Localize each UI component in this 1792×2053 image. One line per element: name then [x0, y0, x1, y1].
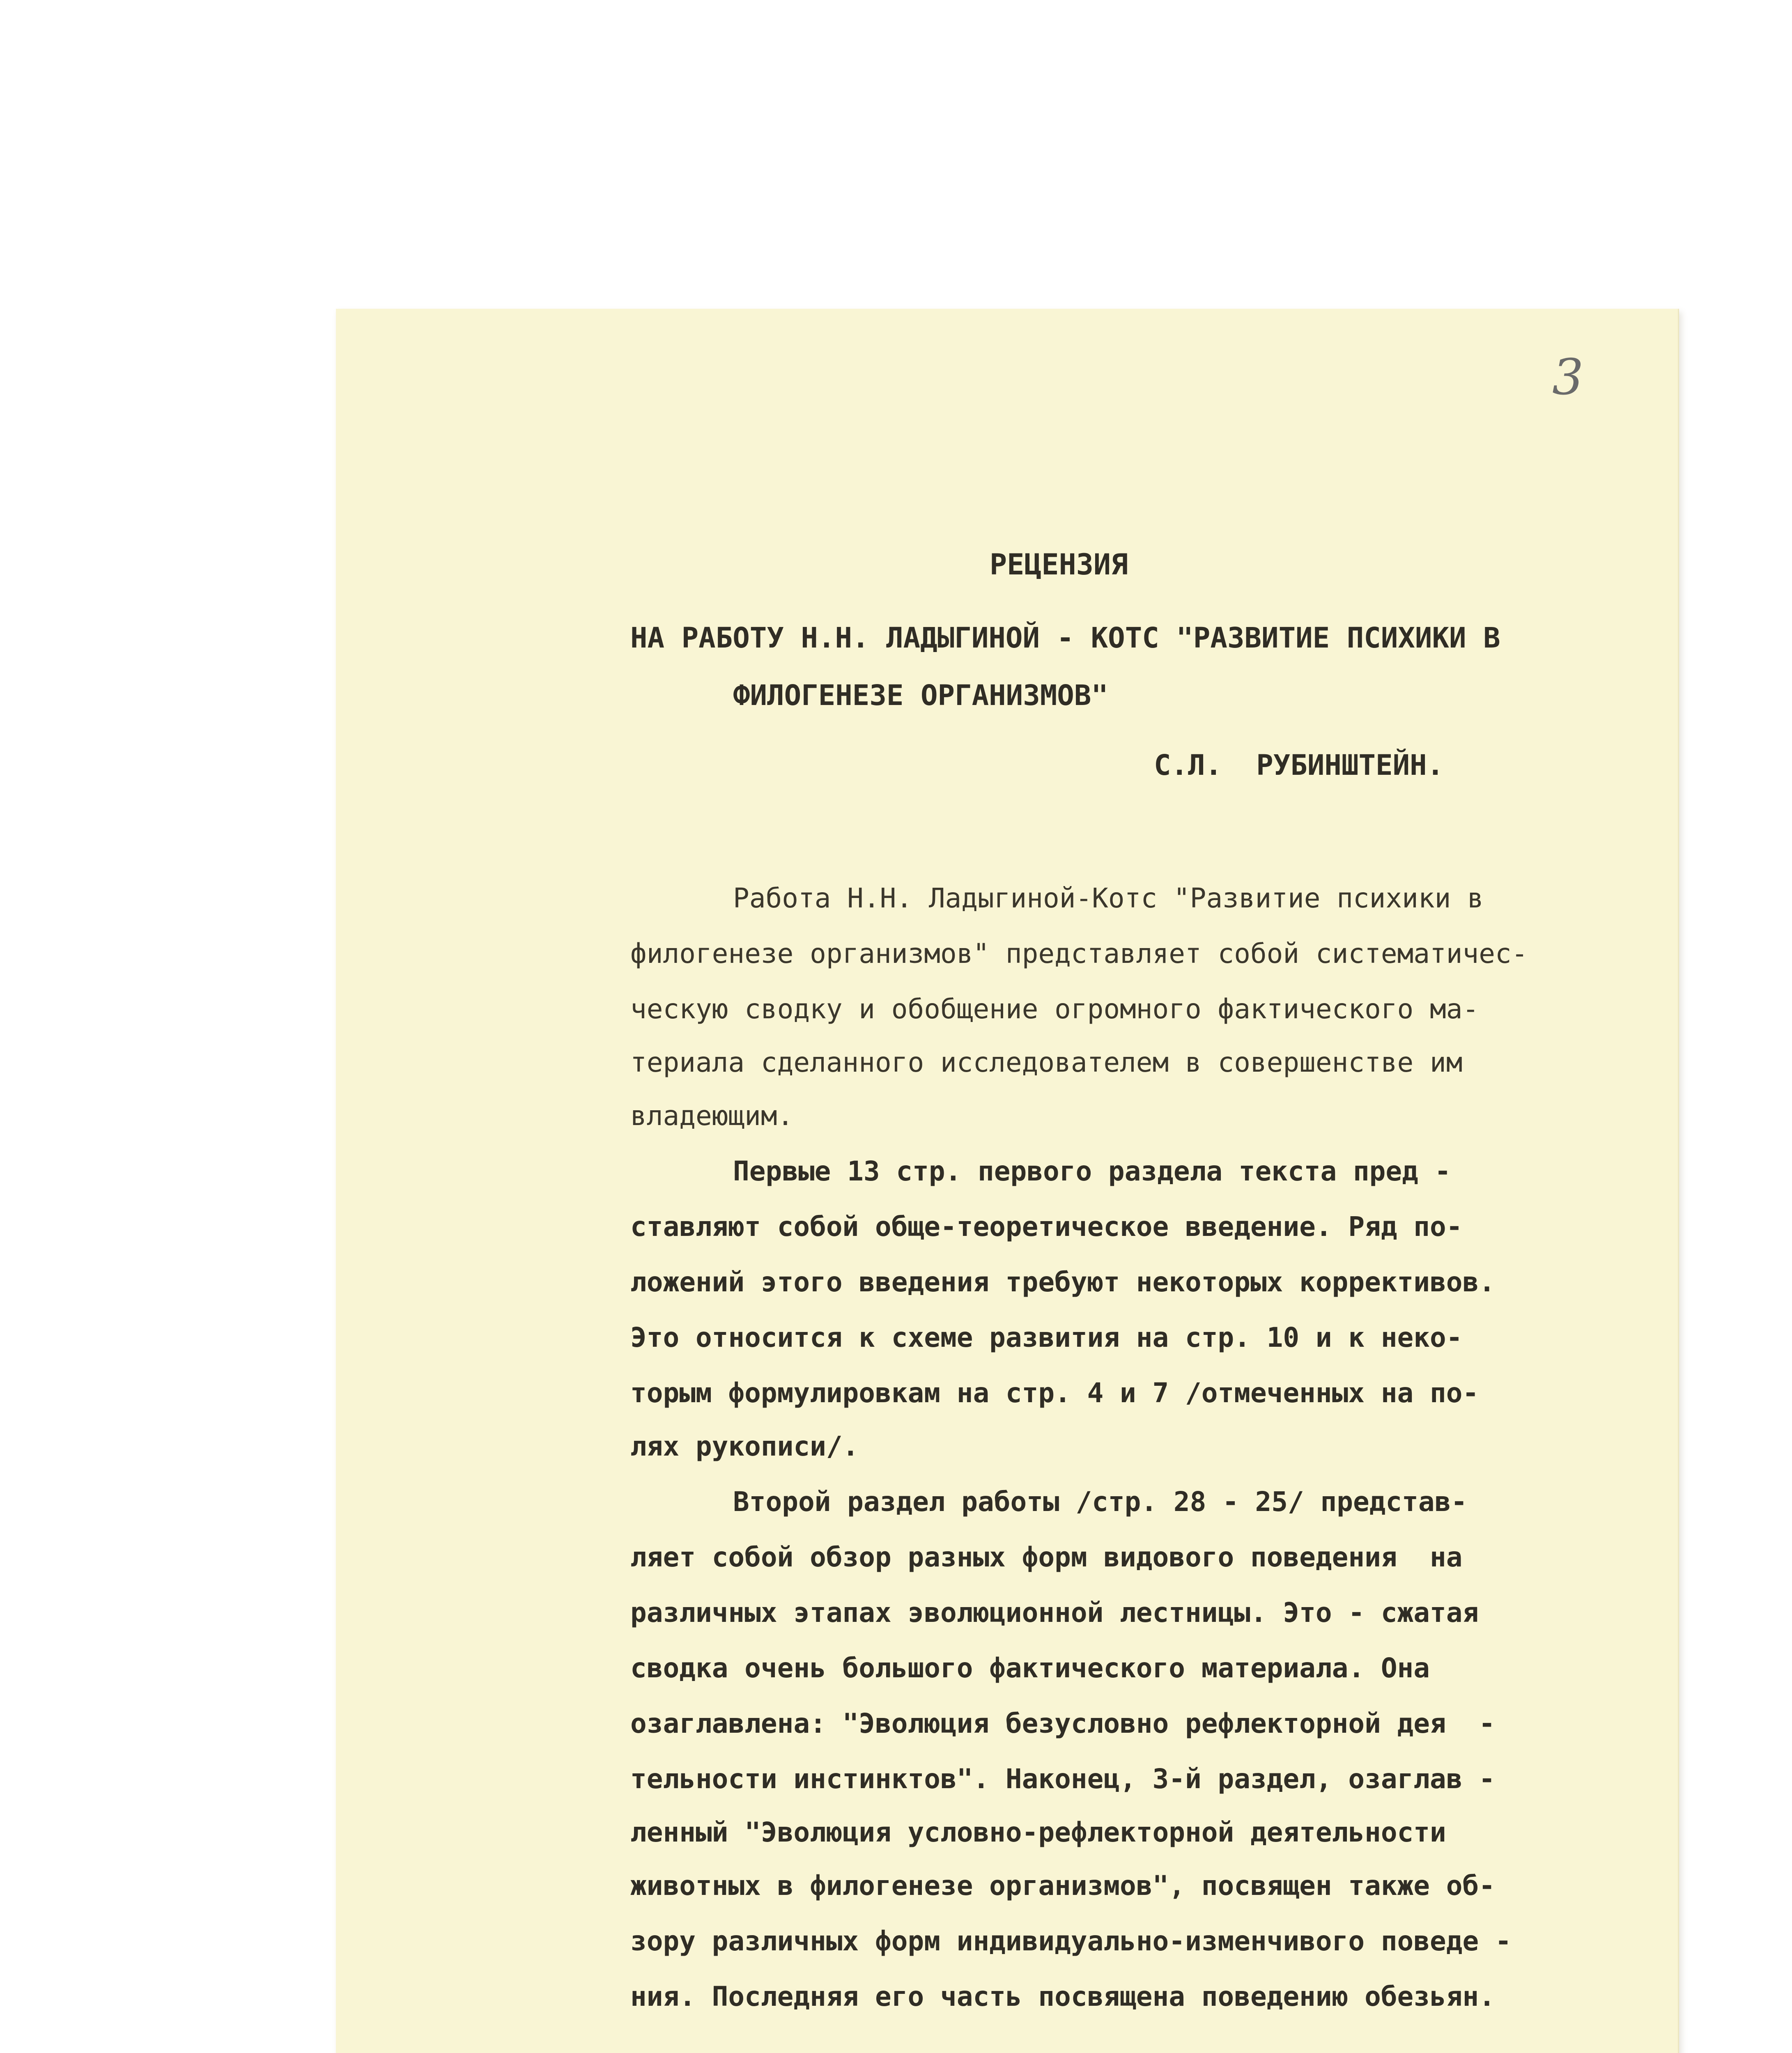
body-line: различных этапах эволюционной лестницы. Это - сжатая [630, 1597, 1479, 1628]
body-line: лях рукописи/. [630, 1431, 859, 1462]
page-number: 3 [1552, 349, 1584, 406]
body-line: ленный "Эволюция условно-рефлекторной деятельности [630, 1816, 1446, 1848]
body-line: сводка очень большого фактического материала. Она [630, 1652, 1430, 1684]
body-line: териала сделанного исследователем в совершенстве им [630, 1047, 1463, 1078]
body-line: Второй раздел работы /стр. 28 - 25/ представ- [733, 1486, 1468, 1518]
body-line: Это относится к схеме развития на стр. 10 и к неко- [630, 1322, 1463, 1353]
body-line: озаглавлена: "Эволюция безусловно рефлекторной дея - [630, 1708, 1495, 1739]
review-subtitle-line1: НА РАБОТУ Н.Н. ЛАДЫГИНОЙ - КОТС "РАЗВИТИЕ ПСИХИКИ В [630, 622, 1500, 654]
body-line: ставляют собой обще-теоретическое введение. Ряд по- [630, 1211, 1463, 1242]
body-line: ния. Последняя его часть посвящена поведению обезьян. [630, 1981, 1495, 2012]
body-line: ческую сводку и обобщение огромного фактического ма- [630, 993, 1479, 1025]
body-line: животных в филогенезе организмов", посвящен также об- [630, 1870, 1495, 1901]
body-line: ляет собой обзор разных форм видового поведения на [630, 1541, 1463, 1573]
body-line: филогенезе организмов" представляет собой систематичес- [630, 938, 1528, 969]
author-name: С.Л. РУБИНШТЕЙН. [1154, 749, 1444, 782]
body-line: тельности инстинктов". Наконец, 3-й раздел, озаглав - [630, 1763, 1495, 1795]
review-subtitle-line2: ФИЛОГЕНЕЗЕ ОРГАНИЗМОВ" [733, 679, 1108, 712]
body-line: зору различных форм индивидуально-изменчивого поведе - [630, 1925, 1512, 1957]
body-line: Работа Н.Н. Ладыгиной-Котс "Развитие психики в [733, 882, 1484, 914]
body-line: владеющим. [630, 1100, 794, 1132]
review-title: РЕЦЕНЗИЯ [990, 548, 1128, 581]
body-line: Первые 13 стр. первого раздела текста пред - [733, 1155, 1451, 1187]
body-line: ложений этого введения требуют некоторых коррективов. [630, 1266, 1495, 1298]
body-line: торым формулировкам на стр. 4 и 7 /отмеченных на по- [630, 1377, 1479, 1409]
